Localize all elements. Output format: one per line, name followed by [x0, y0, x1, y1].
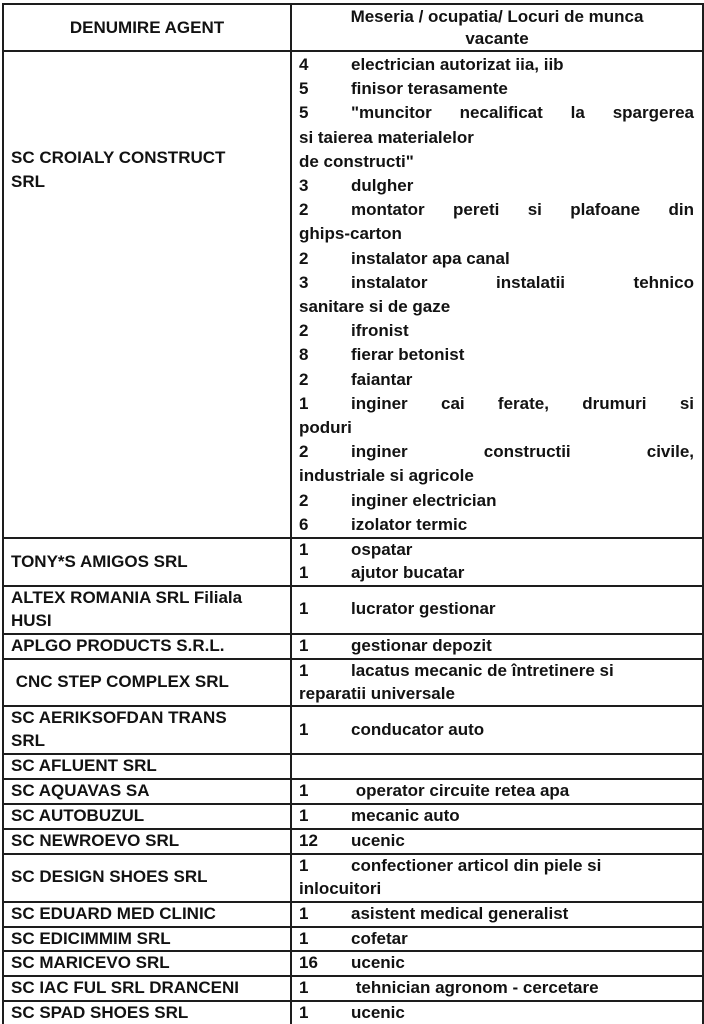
job-line [299, 247, 694, 271]
job-line [299, 598, 694, 621]
agent-name-line: APLGO PRODUCTS S.R.L. [11, 635, 225, 655]
job-line [299, 513, 694, 537]
agent-name-line: ALTEX ROMANIA SRL Filiala [11, 587, 243, 607]
occupation-text: dulgher [351, 176, 414, 196]
job-lines-cell [291, 659, 703, 707]
vacancy-count: 1 [299, 1003, 309, 1023]
job-line [299, 635, 694, 658]
agent-name-line: SC IAC FUL SRL DRANCENI [11, 978, 239, 998]
vacancy-count: 6 [299, 514, 309, 534]
occupation-text: inginer electrician [351, 490, 497, 510]
occupation-text: faiantar [351, 369, 413, 389]
table-row [3, 854, 703, 902]
vacancy-count: 2 [299, 200, 309, 220]
job-lines-cell [291, 779, 703, 804]
occupation-text: fierar betonist [351, 345, 465, 365]
table-row [3, 804, 703, 829]
vacancy-count: 2 [299, 321, 309, 341]
agent-name-line: SC AQUAVAS SA [11, 781, 150, 801]
table-row [3, 976, 703, 1001]
table-row [3, 927, 703, 952]
agent-name-cell [3, 829, 291, 854]
job-line [299, 392, 694, 416]
occupation-text: instalator instalatii tehnico [351, 272, 694, 292]
occupation-text: finisor terasamente [351, 79, 508, 99]
agent-name-line: SC AFLUENT SRL [11, 756, 157, 776]
agent-name-line: CNC STEP COMPLEX SRL [11, 672, 229, 692]
vacancy-count: 1 [299, 978, 309, 998]
vacancy-count: 5 [299, 79, 309, 99]
agent-name-line: TONY*S AMIGOS SRL [11, 551, 188, 571]
occupation-text: ajutor bucatar [351, 562, 465, 582]
occupation-text: ucenic [351, 830, 405, 850]
job-line [299, 562, 694, 585]
agent-name-cell [3, 754, 291, 779]
occupation-text: inginer cai ferate, drumuri si [351, 393, 694, 413]
table-row [3, 829, 703, 854]
table-row [3, 1001, 703, 1024]
job-lines-cell [291, 976, 703, 1001]
job-vacancies-table [2, 3, 704, 1024]
agent-name-line: SC EDICIMMIM SRL [11, 928, 171, 948]
agent-name-cell [3, 804, 291, 829]
occupation-text: mecanic auto [351, 806, 460, 826]
vacancy-count: 1 [299, 806, 309, 826]
vacancy-count: 3 [299, 176, 309, 196]
agent-name-cell [3, 927, 291, 952]
column-header-agent: DENUMIRE AGENT [3, 4, 291, 51]
job-line [299, 368, 694, 392]
job-lines-cell [291, 706, 703, 754]
agent-name-line: SRL [11, 731, 45, 751]
table-row [3, 634, 703, 659]
occupation-text: izolator termic [351, 514, 468, 534]
agent-name-cell [3, 51, 291, 538]
job-lines-cell [291, 586, 703, 634]
agent-name-line: SRL [11, 172, 45, 192]
agent-name-cell [3, 902, 291, 927]
agent-name-cell [3, 951, 291, 976]
vacancy-count: 1 [299, 719, 309, 739]
occupation-text: si taierea materialelor [299, 127, 474, 147]
job-line [299, 77, 694, 101]
occupation-text: cofetar [351, 928, 408, 948]
job-line [299, 977, 694, 1000]
job-line [299, 683, 694, 706]
vacancy-count: 1 [299, 855, 309, 875]
agent-name-cell [3, 976, 291, 1001]
vacancy-count: 12 [299, 830, 318, 850]
vacancy-count: 4 [299, 55, 309, 74]
vacancy-count: 1 [299, 781, 309, 801]
agent-name-line: HUSI [11, 610, 52, 630]
vacancy-count: 16 [299, 953, 318, 973]
job-lines-cell [291, 854, 703, 902]
job-lines-cell [291, 754, 703, 779]
job-line [299, 660, 694, 683]
job-lines-cell [291, 634, 703, 659]
occupation-text: inginer constructii civile, [351, 442, 694, 462]
agent-name-cell [3, 1001, 291, 1024]
table-row [3, 902, 703, 927]
vacancy-count: 1 [299, 903, 309, 923]
job-line [299, 539, 694, 562]
vacancy-count: 1 [299, 599, 309, 619]
vacancy-count: 1 [299, 635, 309, 655]
job-line [299, 1002, 694, 1024]
occupation-text: ucenic [351, 1003, 405, 1023]
agent-name-line: SC NEWROEVO SRL [11, 830, 180, 850]
occupation-text: conducator auto [351, 719, 485, 739]
table-header-row [3, 4, 703, 51]
job-lines-cell [291, 1001, 703, 1024]
job-lines-cell [291, 51, 703, 538]
vacancy-count: 2 [299, 442, 309, 462]
occupation-text: reparatii universale [299, 683, 455, 703]
job-line [299, 780, 694, 803]
job-line [299, 440, 694, 464]
vacancy-count: 1 [299, 928, 309, 948]
occupation-text: instalator apa canal [351, 248, 510, 268]
occupation-text: ucenic [351, 953, 405, 973]
agent-name-line: SC EDUARD MED CLINIC [11, 903, 216, 923]
vacancy-count: 2 [299, 248, 309, 268]
occupation-text: ifronist [351, 321, 409, 341]
vacancy-count: 5 [299, 103, 309, 123]
agent-name-cell [3, 634, 291, 659]
occupation-text: ospatar [351, 540, 413, 560]
agent-name-line: SC SPAD SHOES SRL [11, 1003, 189, 1023]
agent-name-line: SC AERIKSOFDAN TRANS [11, 708, 227, 728]
job-line [299, 903, 694, 926]
job-line [299, 855, 694, 878]
occupation-text: asistent medical generalist [351, 903, 569, 923]
job-line [299, 878, 694, 901]
job-lines-cell [291, 927, 703, 952]
occupation-text: ghips-carton [299, 224, 402, 244]
vacancy-count: 2 [299, 369, 309, 389]
agent-name-cell [3, 659, 291, 707]
agent-name-cell [3, 706, 291, 754]
job-line [299, 222, 694, 246]
agent-name-cell [3, 779, 291, 804]
job-line [299, 719, 694, 742]
occupation-text: electrician autorizat iia, iib [351, 55, 564, 74]
occupation-text: lacatus mecanic de întretinere si [351, 660, 614, 680]
agent-name-cell [3, 854, 291, 902]
occupation-text: confectioner articol din piele si [351, 855, 602, 875]
job-line [299, 101, 694, 125]
job-line [299, 174, 694, 198]
table-row [3, 586, 703, 634]
occupation-text: de constructi" [299, 151, 414, 171]
occupation-text: "muncitor necalificat la spargerea [351, 103, 694, 123]
job-lines-cell [291, 538, 703, 586]
job-line [299, 416, 694, 440]
vacancy-count: 1 [299, 393, 309, 413]
job-line [299, 150, 694, 174]
job-line [299, 489, 694, 513]
job-lines-cell [291, 951, 703, 976]
vacancy-count: 3 [299, 272, 309, 292]
job-line [299, 343, 694, 367]
job-lines-cell [291, 902, 703, 927]
job-lines-cell [291, 804, 703, 829]
occupation-text: gestionar depozit [351, 635, 492, 655]
job-line [299, 464, 694, 488]
vacancy-count: 2 [299, 490, 309, 510]
table-row [3, 659, 703, 707]
occupation-text: inlocuitori [299, 878, 382, 898]
agent-name-line: SC AUTOBUZUL [11, 806, 145, 826]
occupation-text: sanitare si de gaze [299, 297, 451, 317]
job-line [299, 295, 694, 319]
table-row [3, 779, 703, 804]
occupation-text: montator pereti si plafoane din [351, 200, 694, 220]
occupation-text: poduri [299, 418, 352, 438]
vacancy-count: 1 [299, 562, 309, 582]
agent-name-line: SC DESIGN SHOES SRL [11, 867, 208, 887]
job-line [299, 952, 694, 975]
column-header-jobs: Meseria / ocupatia/ Locuri de munca vacante [291, 4, 703, 51]
occupation-text: operator circuite retea apa [351, 781, 570, 801]
vacancy-count: 1 [299, 540, 309, 560]
vacancy-count: 1 [299, 660, 309, 680]
agent-name-line: SC CROIALY CONSTRUCT [11, 148, 226, 167]
table-row [3, 51, 703, 538]
job-line [299, 805, 694, 828]
job-line [299, 319, 694, 343]
table-row [3, 951, 703, 976]
job-lines-cell [291, 829, 703, 854]
agent-name-cell [3, 586, 291, 634]
agent-name-line: SC MARICEVO SRL [11, 953, 170, 973]
agent-name-cell [3, 538, 291, 586]
occupation-text: industriale si agricole [299, 466, 474, 486]
job-line [299, 271, 694, 295]
job-line [299, 53, 694, 77]
occupation-text: tehnician agronom - cercetare [351, 978, 599, 998]
table-row [3, 706, 703, 754]
vacancy-count: 8 [299, 345, 309, 365]
occupation-text: lucrator gestionar [351, 599, 496, 619]
job-line [299, 928, 694, 951]
table-row [3, 538, 703, 586]
job-line [299, 830, 694, 853]
job-line [299, 198, 694, 222]
table-row [3, 754, 703, 779]
job-line [299, 126, 694, 150]
